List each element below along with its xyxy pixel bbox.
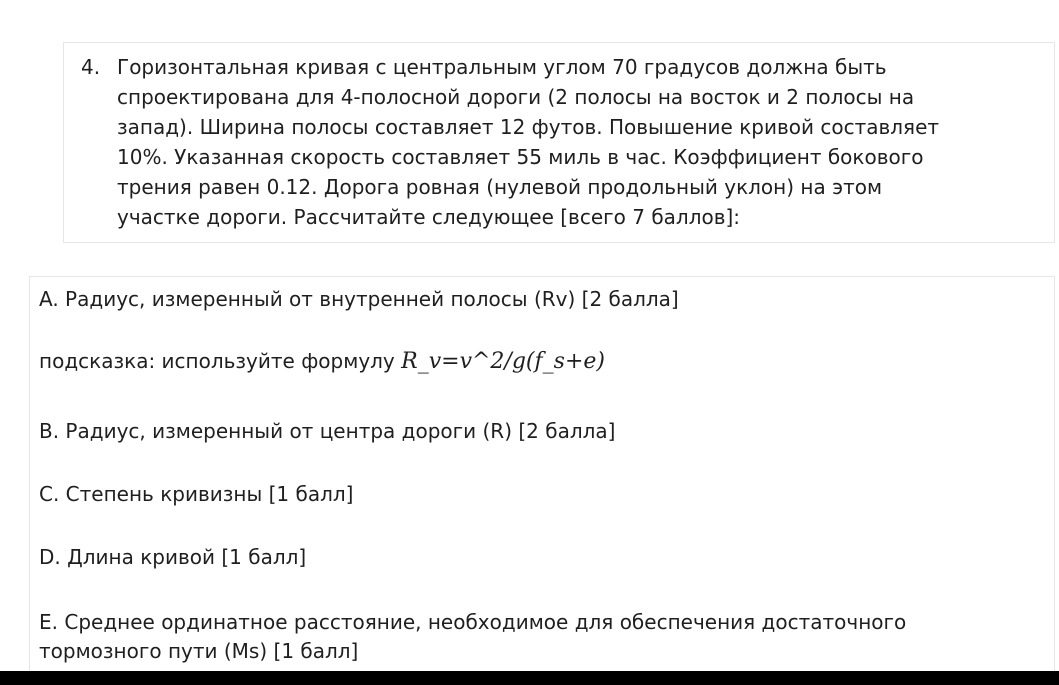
- hint-line: [39, 347, 605, 376]
- part-c: C. Степень кривизны [1 балл]: [39, 482, 354, 506]
- part-e-line-2: тормозного пути (Ms) [1 балл]: [39, 639, 359, 663]
- question-line: участке дороги. Рассчитайте следующее [всего 7 баллов]:: [117, 205, 741, 229]
- question-line: спроектирована для 4-полосной дороги (2 полосы на восток и 2 полосы на: [117, 85, 915, 109]
- question-text: [117, 52, 1037, 232]
- part-e-line-1: E. Среднее ординатное расстояние, необходимое для обеспечения достаточного: [39, 610, 907, 634]
- part-a: A. Радиус, измеренный от внутренней полосы (Rv) [2 балла]: [39, 287, 679, 311]
- question-line: запад). Ширина полосы составляет 12 футов. Повышение кривой составляет: [117, 115, 940, 139]
- hint-formula: R_v=v^2/g(f_s+e): [401, 349, 605, 374]
- question-number: 4.: [81, 55, 101, 79]
- hint-label: подсказка: используйте формулу: [39, 349, 395, 373]
- question-line: трения равен 0.12. Дорога ровная (нулевой продольный уклон) на этом: [117, 175, 883, 199]
- question-line: Горизонтальная кривая с центральным углом 70 градусов должна быть: [117, 55, 887, 79]
- part-d: D. Длина кривой [1 балл]: [39, 545, 307, 569]
- bottom-bar: [0, 671, 1059, 685]
- question-line: 10%. Указанная скорость составляет 55 миль в час. Коэффициент бокового: [117, 145, 924, 169]
- question-box: [63, 42, 1055, 243]
- part-b: B. Радиус, измеренный от центра дороги (R) [2 балла]: [39, 419, 616, 443]
- parts-box: [29, 276, 1055, 672]
